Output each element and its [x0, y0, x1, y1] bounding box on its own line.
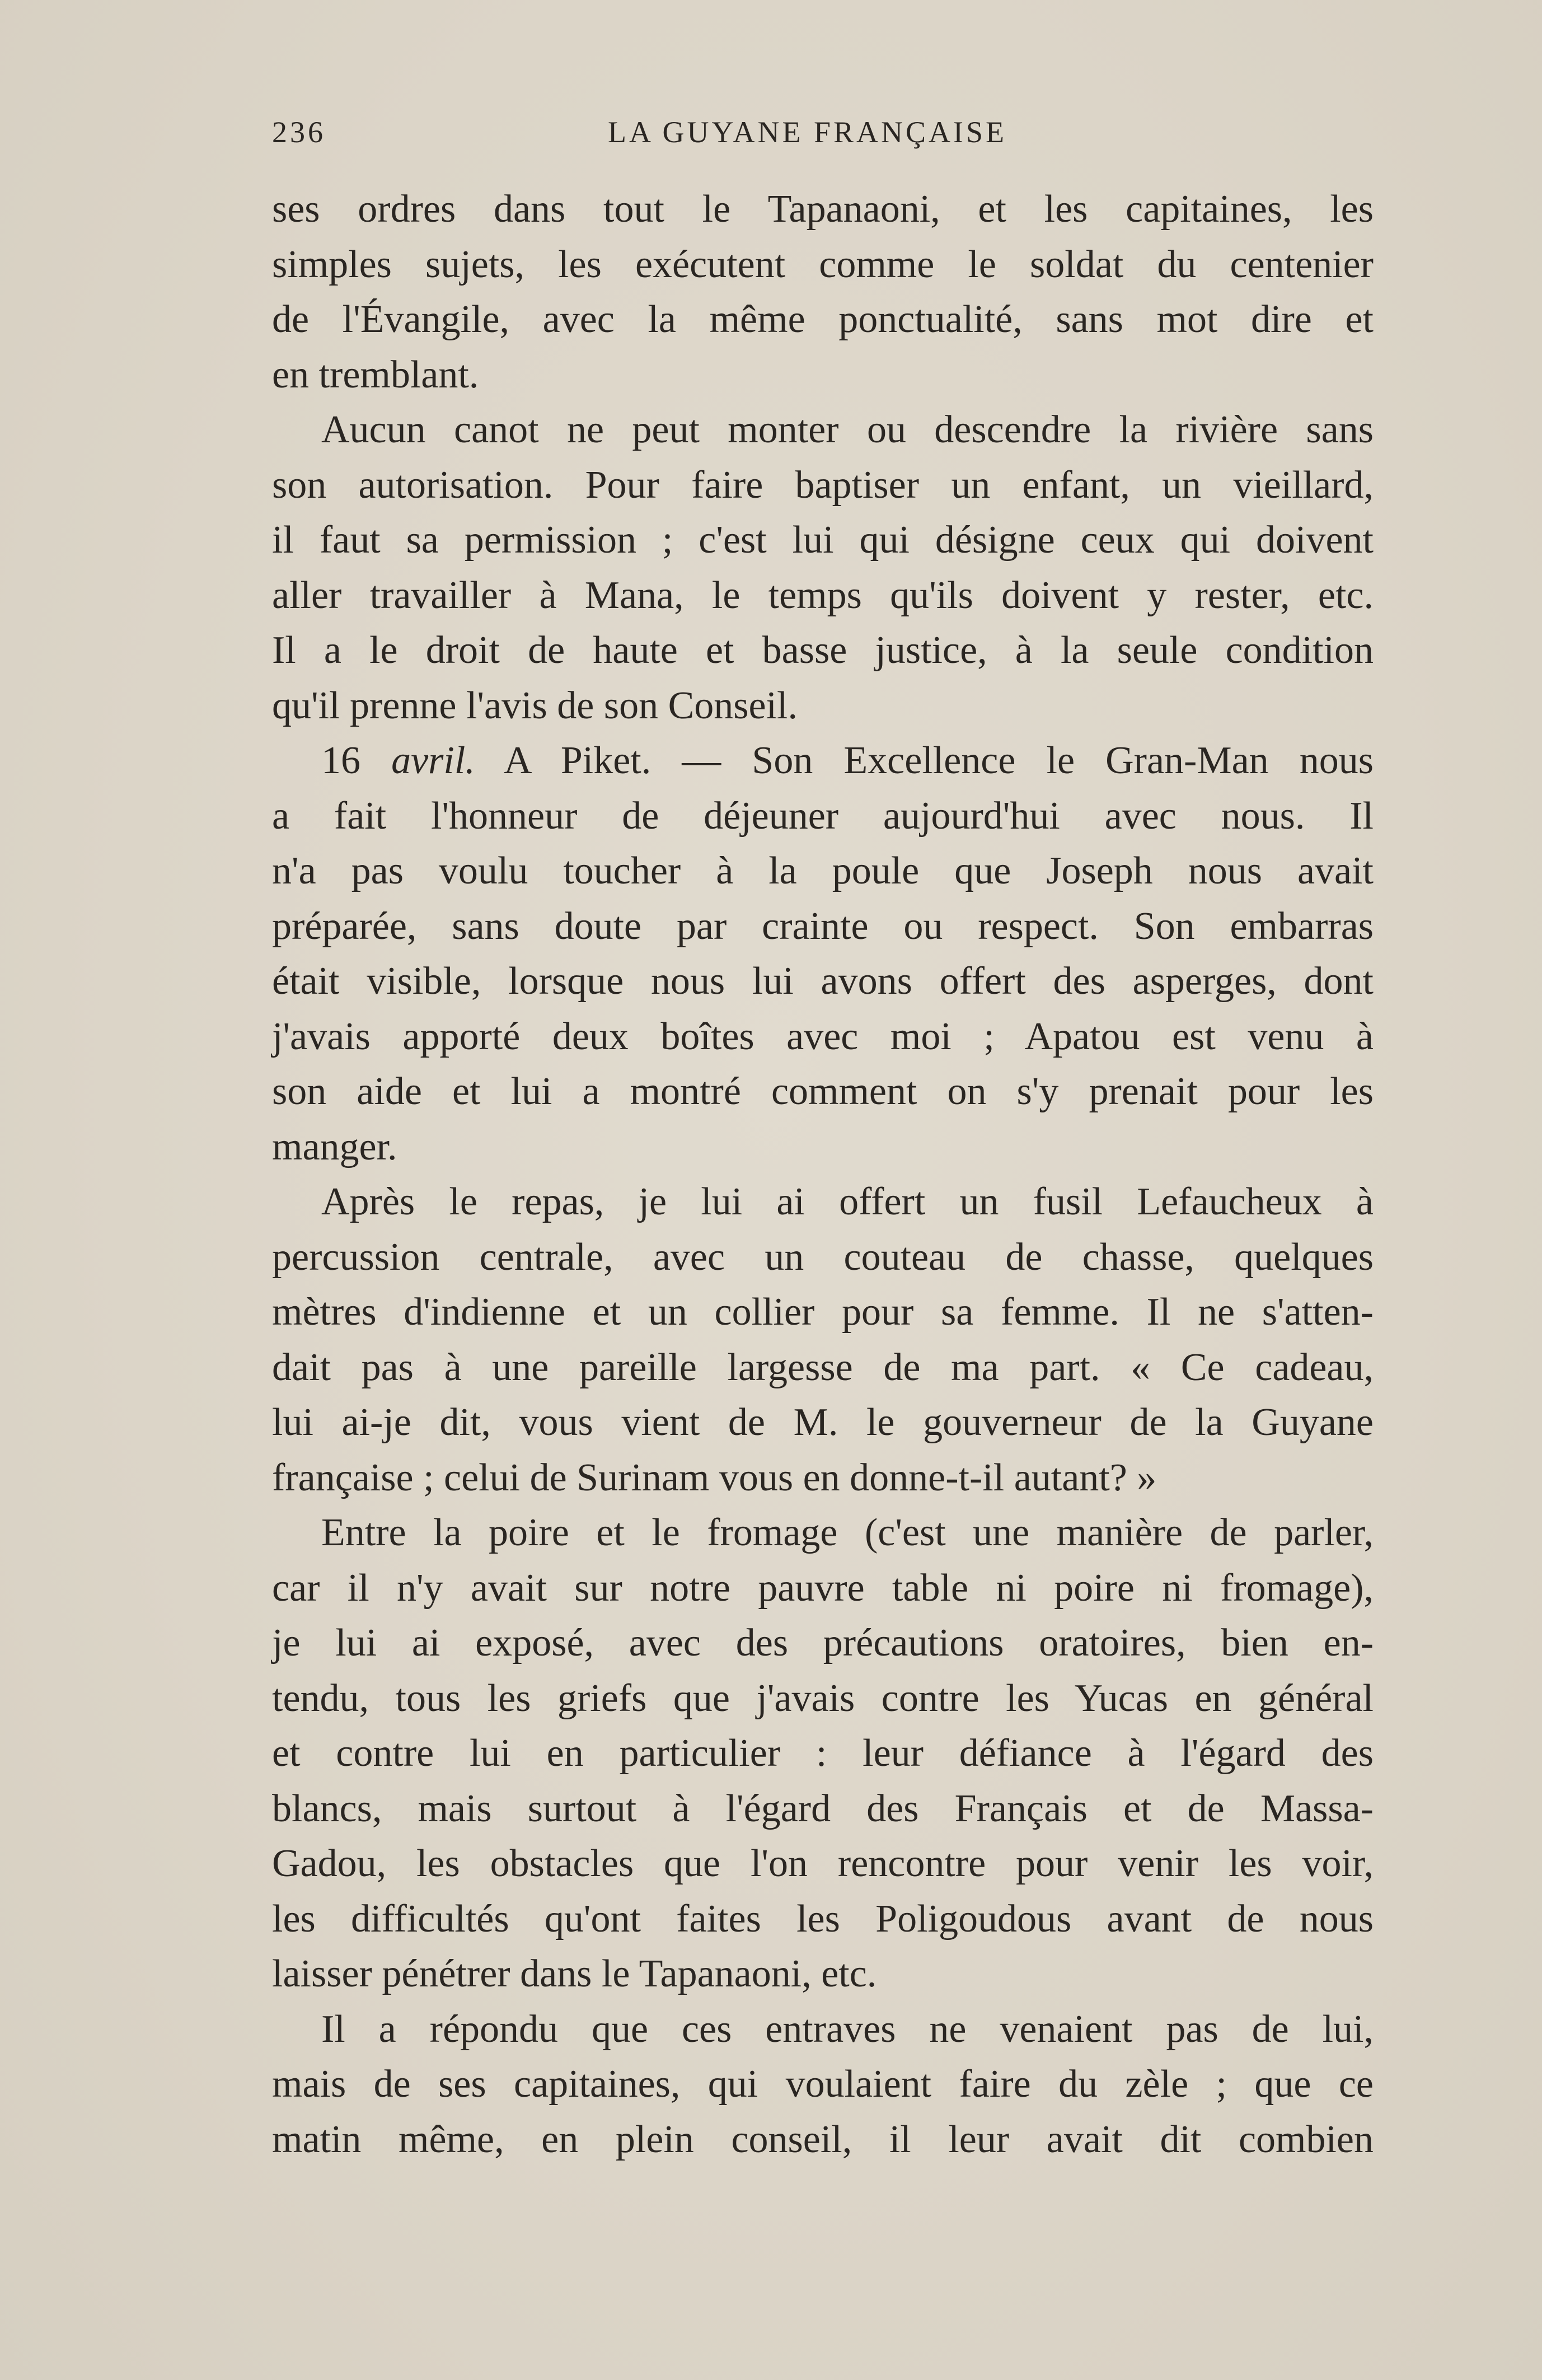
text-line: Après le repas, je lui ai offert un fusil Lefaucheux à: [321, 1180, 1374, 1223]
text-line: les difficultés qu'ont faites les Poligoudous avant de nous: [272, 1897, 1374, 1941]
text-line: matin même, en plein conseil, il leur avait dit combien: [272, 2117, 1374, 2161]
text-line: lui ai-je dit, vous vient de M. le gouverneur de la Guyane: [272, 1401, 1374, 1444]
text-line: manger.: [272, 1125, 397, 1168]
text-line: en tremblant.: [272, 353, 479, 396]
entry-text: A Piket. — Son Excellence le Gran-Man nous: [504, 739, 1374, 782]
text-line: il faut sa permission ; c'est lui qui désigne ceux qui doivent: [272, 518, 1374, 562]
body-text: [272, 182, 1374, 2167]
text-line: était visible, lorsque nous lui avons offert des asperges, dont: [272, 960, 1374, 1003]
text-line: Aucun canot ne peut monter ou descendre la rivière sans: [321, 408, 1374, 451]
text-line: de l'Évangile, avec la même ponctualité, sans mot dire et: [272, 298, 1374, 341]
page-number: 236: [272, 115, 326, 149]
text-line: je lui ai exposé, avec des précautions oratoires, bien en-: [272, 1621, 1374, 1664]
text-line: simples sujets, les exécutent comme le soldat du centenier: [272, 242, 1374, 286]
dated-entry-line: [272, 733, 1374, 789]
running-head: [272, 115, 1039, 154]
text-line: laisser pénétrer dans le Tapanaoni, etc.: [272, 1952, 877, 1995]
text-line: mètres d'indienne et un collier pour sa femme. Il ne s'atten-: [272, 1290, 1374, 1334]
text-line: Il a répondu que ces entraves ne venaient pas de lui,: [321, 2007, 1374, 2051]
entry-month: avril.: [391, 739, 475, 782]
text-line: j'avais apporté deux boîtes avec moi ; Apatou est venu à: [272, 1014, 1374, 1058]
text-line: aller travailler à Mana, le temps qu'ils doivent y rester, etc.: [272, 573, 1374, 617]
text-line: préparée, sans doute par crainte ou respect. Son embarras: [272, 904, 1374, 948]
text-line: ses ordres dans tout le Tapanaoni, et les capitaines, les: [272, 188, 1374, 231]
text-line: n'a pas voulu toucher à la poule que Joseph nous avait: [272, 849, 1374, 892]
text-line: Il a le droit de haute et basse justice, à la seule condition: [272, 629, 1374, 672]
text-line: et contre lui en particulier : leur défiance à l'égard des: [272, 1732, 1374, 1775]
entry-day: 16: [321, 739, 360, 782]
running-title: LA GUYANE FRANÇAISE: [608, 115, 1007, 149]
text-line: mais de ses capitaines, qui voulaient faire du zèle ; que ce: [272, 2063, 1374, 2106]
text-line: qu'il prenne l'avis de son Conseil.: [272, 684, 798, 727]
text-line: dait pas à une pareille largesse de ma part. « Ce cadeau,: [272, 1345, 1374, 1389]
text-line: tendu, tous les griefs que j'avais contre les Yucas en général: [272, 1676, 1374, 1720]
text-line: son aide et lui a montré comment on s'y prenait pour les: [272, 1070, 1374, 1113]
text-line: a fait l'honneur de déjeuner aujourd'hui avec nous. Il: [272, 794, 1374, 838]
text-line: car il n'y avait sur notre pauvre table ni poire ni fromage),: [272, 1566, 1374, 1610]
text-line: son autorisation. Pour faire baptiser un enfant, un vieillard,: [272, 463, 1374, 507]
text-line: Entre la poire et le fromage (c'est une manière de parler,: [321, 1511, 1374, 1554]
text-line: blancs, mais surtout à l'égard des Français et de Massa-: [272, 1787, 1374, 1830]
text-line: française ; celui de Surinam vous en donne-t-il autant? »: [272, 1456, 1157, 1499]
text-line: Gadou, les obstacles que l'on rencontre pour venir les voir,: [272, 1842, 1374, 1885]
text-line: percussion centrale, avec un couteau de chasse, quelques: [272, 1235, 1374, 1279]
